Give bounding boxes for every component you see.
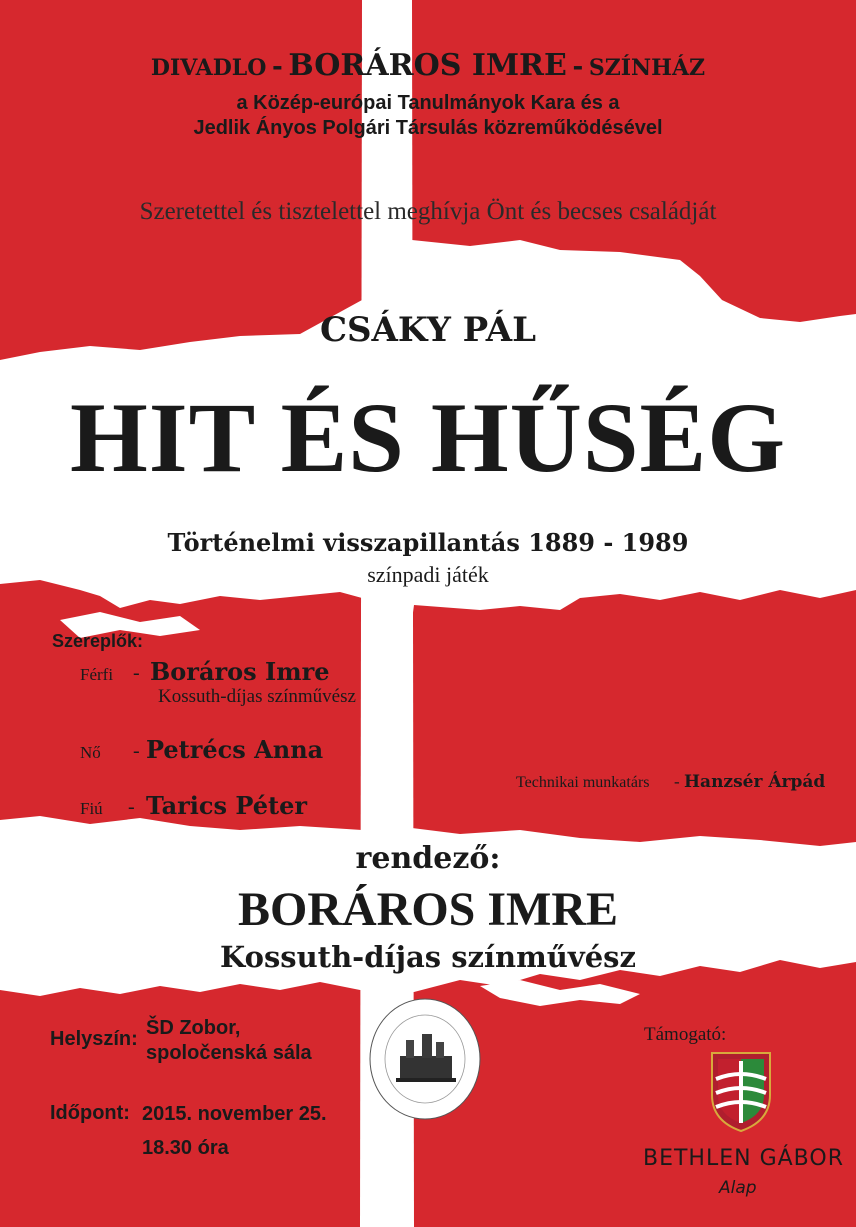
play-genre: színpadi játék [367, 562, 489, 587]
director-name: BORÁROS IMRE [237, 883, 619, 936]
play-title: HIT ÉS HŰSÉG [69, 382, 786, 493]
venue-line-1: ŠD Zobor, [146, 1017, 241, 1039]
header-dash-1: - [272, 52, 283, 82]
venue-line-2: spoločenská sála [146, 1042, 312, 1064]
sponsor-sub: Alap [719, 1178, 757, 1198]
cast-dash-2: - [133, 740, 140, 762]
cast-dash-1: - [133, 662, 140, 684]
cast-actor-3: Tarics Péter [146, 791, 308, 820]
time-date: 2015. november 25. [142, 1103, 327, 1125]
header-szinhaz: SZÍNHÁZ [588, 55, 706, 81]
director-title: Kossuth-díjas színművész [220, 940, 636, 974]
sponsor-label: Támogató: [644, 1024, 727, 1045]
sponsor-name: BETHLEN GÁBOR [643, 1146, 844, 1171]
play-subtitle: Történelmi visszapillantás 1889 - 1989 [167, 528, 689, 557]
tech-dash: - [674, 772, 680, 791]
venue-label: Helyszín: [50, 1028, 138, 1050]
header-line2: a Közép-európai Tanulmányok Kara és a [236, 92, 620, 114]
tech-role: Technikai munkatárs [516, 774, 650, 791]
tech-name: Hanzsér Árpád [684, 772, 826, 792]
header-divadlo: DIVADLO [150, 55, 267, 81]
cast-dash-3: - [128, 796, 135, 818]
invitation-text: Szeretettel és tisztelettel meghívja Önt és becses családját [139, 198, 717, 225]
header-line3: Jedlik Ányos Polgári Társulás közreműködésével [193, 117, 663, 139]
cast-role-3: Fiú [80, 799, 103, 818]
time-hour: 18.30 óra [142, 1137, 229, 1159]
society-seal [366, 996, 484, 1122]
cast-actor-1: Boráros Imre [150, 657, 330, 686]
header-theatre-name: BORÁROS IMRE [288, 48, 567, 83]
cast-actor-2: Petrécs Anna [146, 735, 324, 764]
cast-heading: Szereplők: [52, 631, 144, 651]
header-dash-2: - [572, 52, 584, 82]
cast-role-1: Férfi [80, 665, 114, 684]
header-line1 [0, 48, 856, 83]
director-label: rendező: [355, 841, 501, 876]
time-label: Időpont: [50, 1102, 130, 1124]
author-name: CSÁKY PÁL [319, 310, 537, 350]
bethlen-shield-icon [708, 1049, 774, 1133]
cast-role-2: Nő [80, 743, 101, 762]
cast-note-1: Kossuth-díjas színművész [158, 686, 356, 707]
